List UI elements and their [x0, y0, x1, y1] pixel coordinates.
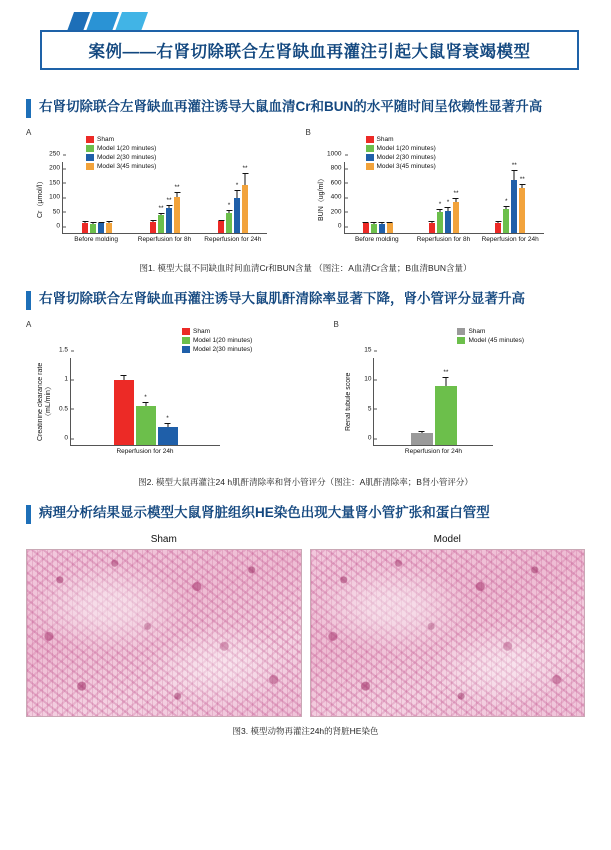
- page-title: 案例——右肾切除联合左肾缺血再灌注引起大鼠肾衰竭模型: [88, 43, 531, 61]
- chart-bar: [387, 223, 393, 233]
- chart-bar: [150, 222, 156, 233]
- legend-swatch: [86, 163, 94, 170]
- chart-y-tick: 1000: [327, 151, 344, 158]
- chart-y-tick: 0: [56, 223, 63, 230]
- chart-significance-marker: *: [144, 394, 147, 402]
- chart-legend-item: [182, 328, 252, 335]
- chart-bar: [379, 224, 385, 234]
- panel-letter-b: B: [333, 320, 339, 329]
- chart-bar: [82, 223, 88, 233]
- chart-legend-item: [366, 136, 436, 143]
- chart-y-tick: 200: [331, 208, 345, 215]
- chart-significance-marker: **: [166, 196, 172, 204]
- chart-bar: [435, 368, 457, 445]
- chart-y-tick: 15: [364, 347, 374, 354]
- chart-y-tick: 1: [64, 376, 71, 383]
- chart-fig1b: [306, 128, 586, 243]
- chart-y-tick: 250: [49, 151, 63, 158]
- chart-y-tick: 100: [49, 194, 63, 201]
- chart-legend-item: [457, 337, 524, 344]
- chart-y-axis-label: BUN（ug/ml）: [317, 175, 325, 221]
- chart-y-tick: 5: [368, 405, 375, 412]
- chart-legend-item: [86, 163, 156, 170]
- legend-label: Model 2(30 minutes): [193, 346, 253, 353]
- chart-y-axis-label: Cr（μmol/l）: [37, 177, 44, 219]
- chart-bar: [371, 224, 377, 233]
- chart-legend-item: [86, 145, 156, 152]
- chart-significance-marker: **: [158, 204, 164, 212]
- section-heading-3-text: 病理分析结果显示模型大鼠肾脏组织HE染色出现大量肾小管扩张和蛋白管型: [39, 505, 490, 520]
- legend-label: Model 3(45 minutes): [376, 163, 436, 170]
- chart-y-tick: 200: [49, 165, 63, 172]
- chart-y-tick: 50: [53, 208, 63, 215]
- panel-letter-b: B: [305, 128, 311, 137]
- legend-swatch: [366, 145, 374, 152]
- chart-bar: [453, 189, 459, 233]
- chart-bar: [234, 181, 240, 233]
- chart-bar: [363, 223, 369, 233]
- chart-legend: [366, 136, 436, 172]
- chart-bar: [445, 199, 451, 233]
- page-title-bar: [40, 30, 579, 70]
- legend-swatch: [86, 154, 94, 161]
- legend-label: Model (45 minutes): [468, 337, 525, 344]
- legend-label: Sham: [193, 328, 210, 335]
- chart-bar: [98, 223, 104, 233]
- chart-bar-group: [374, 358, 493, 445]
- chart-y-axis-label: Renal tubule score: [345, 372, 353, 432]
- chart-bar: [519, 176, 525, 233]
- chart-x-tick-label: Reperfusion for 24h: [481, 236, 539, 243]
- figure-1-panel-b: [306, 128, 586, 256]
- he-panel-sham: [26, 534, 302, 717]
- document-page: [0, 12, 611, 850]
- chart-bar: [158, 415, 178, 445]
- chart-significance-marker: *: [166, 415, 169, 423]
- chart-significance-marker: **: [242, 165, 248, 173]
- he-model-title: Model: [433, 534, 461, 545]
- section-accent-bar: [26, 99, 31, 118]
- chart-bar: [218, 221, 224, 233]
- legend-label: Sham: [97, 136, 114, 143]
- section-heading-3: [26, 504, 585, 524]
- chart-bar-group: [63, 162, 131, 233]
- chart-y-tick: 400: [331, 194, 345, 201]
- chart-bar-group: [199, 162, 267, 233]
- section-accent-bar: [26, 291, 31, 310]
- legend-swatch: [457, 337, 465, 344]
- he-model-image: [310, 549, 586, 717]
- chart-bar: [90, 224, 96, 234]
- chart-bar: [429, 223, 435, 233]
- legend-swatch: [86, 145, 94, 152]
- chart-legend-item: [366, 154, 436, 161]
- chart-significance-marker: **: [443, 368, 449, 376]
- section-accent-bar: [26, 505, 31, 524]
- legend-swatch: [86, 136, 94, 143]
- chart-bar-group: [477, 162, 543, 233]
- chart-fig2b: [333, 320, 585, 455]
- chart-bar: [114, 380, 134, 445]
- chart-bar: [166, 196, 172, 233]
- chart-significance-marker: *: [446, 199, 450, 207]
- chart-legend-item: [366, 163, 436, 170]
- chart-y-tick: 0: [368, 435, 375, 442]
- chart-bar: [158, 204, 164, 233]
- chart-y-tick: 800: [331, 165, 345, 172]
- chart-bar-group: [345, 162, 411, 233]
- chart-x-tick-label: Reperfusion for 8h: [416, 236, 471, 243]
- legend-label: Sham: [376, 136, 394, 143]
- chart-plot-area: [364, 346, 493, 446]
- legend-label: Model 3(45 minutes): [97, 163, 157, 170]
- section-heading-2-text: 右肾切除联合左肾缺血再灌注诱导大鼠肌酐清除率显著下降，肾小管评分显著升高: [39, 291, 525, 306]
- chart-fig2a: [26, 320, 333, 455]
- figure-1-panel-a: [26, 128, 306, 256]
- chart-legend: [457, 328, 524, 346]
- chart-x-tick-label: Reperfusion for 8h: [137, 236, 192, 243]
- chart-significance-marker: *: [438, 201, 442, 209]
- he-panel-model: [310, 534, 586, 717]
- chart-significance-marker: *: [505, 197, 508, 205]
- legend-swatch: [366, 163, 374, 170]
- chart-plot-area: [58, 346, 220, 446]
- chart-x-tick-label: Reperfusion for 24h: [404, 448, 462, 455]
- figure-2-panel-a: [26, 320, 333, 470]
- legend-swatch: [182, 328, 190, 335]
- chart-legend-item: [182, 346, 252, 353]
- chart-x-tick-label: Reperfusion for 24h: [116, 448, 174, 455]
- section-heading-1: [26, 98, 585, 118]
- panel-letter-a: A: [26, 128, 32, 137]
- legend-label: Model 2(30 minutes): [97, 154, 157, 161]
- chart-legend-item: [182, 337, 252, 344]
- chart-significance-marker: *: [235, 181, 239, 189]
- legend-label: Model 1(20 minutes): [97, 145, 157, 152]
- chart-bar: [503, 197, 509, 233]
- chart-legend-item: [366, 145, 436, 152]
- legend-label: Model 2(30 minutes): [376, 154, 436, 161]
- chart-legend-item: [86, 136, 156, 143]
- chart-y-tick: 0: [338, 223, 345, 230]
- chart-legend-item: [86, 154, 156, 161]
- chart-significance-marker: **: [453, 189, 459, 197]
- figure-1-caption: 图1. 模型大鼠不同缺血时间血清Cr和BUN含量 （图注：A血清Cr含量；B血清BUN含量）: [139, 263, 472, 273]
- chart-y-tick: 600: [331, 179, 345, 186]
- chart-significance-marker: **: [174, 183, 180, 191]
- legend-label: Model 1(20 minutes): [376, 145, 436, 152]
- he-sham-title: Sham: [150, 534, 177, 545]
- legend-swatch: [366, 136, 374, 143]
- chart-y-tick: 150: [49, 179, 63, 186]
- legend-swatch: [366, 154, 374, 161]
- legend-swatch: [457, 328, 465, 335]
- chart-bar-group: [71, 358, 220, 445]
- chart-x-tick-label: Before molding: [354, 236, 399, 243]
- chart-y-tick: 0.5: [59, 405, 71, 412]
- chart-bar-group: [131, 162, 199, 233]
- figure-2-caption: 图2. 模型大鼠再灌注24 h肌酐清除率和肾小管评分（图注：A肌酐清除率；B肾小管评分）: [138, 477, 473, 487]
- chart-bar: [242, 165, 248, 233]
- chart-significance-marker: *: [227, 201, 231, 209]
- chart-bar: [411, 433, 433, 445]
- chart-legend: [182, 328, 252, 355]
- chart-y-tick: 0: [64, 435, 71, 442]
- chart-bar: [511, 162, 517, 233]
- chart-bar-group: [411, 162, 477, 233]
- chart-legend-item: [457, 328, 524, 335]
- chart-significance-marker: **: [511, 162, 517, 170]
- chart-x-tick-label: Reperfusion for 24h: [204, 236, 262, 243]
- chart-legend: [86, 136, 156, 172]
- figure-1: [26, 128, 585, 274]
- document-header: [26, 12, 585, 82]
- figure-2: [26, 320, 585, 488]
- figure-3: [26, 534, 585, 737]
- chart-fig1a: [26, 128, 306, 243]
- figure-2-panel-b: [333, 320, 585, 470]
- figure-3-caption: 图3. 模型动物再灌注24h的肾脏HE染色: [232, 726, 379, 736]
- chart-y-axis-label: Creatinine clearance rate（mL/min）: [37, 362, 52, 442]
- chart-y-tick: 1.5: [59, 347, 71, 354]
- chart-bar: [174, 183, 180, 233]
- panel-letter-a: A: [26, 320, 32, 329]
- he-sham-image: [26, 549, 302, 717]
- section-heading-1-text: 右肾切除联合左肾缺血再灌注诱导大鼠血清Cr和BUN的水平随时间呈依赖性显著升高: [39, 99, 543, 114]
- legend-label: Sham: [468, 328, 486, 335]
- chart-bar: [136, 394, 156, 445]
- chart-bar: [495, 223, 501, 233]
- chart-bar: [106, 223, 112, 233]
- legend-swatch: [182, 346, 190, 353]
- chart-significance-marker: **: [519, 176, 525, 184]
- chart-bar: [226, 201, 232, 233]
- legend-label: Model 1(20 minutes): [193, 337, 253, 344]
- chart-x-tick-label: Before molding: [74, 236, 119, 243]
- chart-y-tick: 10: [364, 376, 374, 383]
- chart-bar: [437, 201, 443, 233]
- legend-swatch: [182, 337, 190, 344]
- section-heading-2: [26, 290, 585, 310]
